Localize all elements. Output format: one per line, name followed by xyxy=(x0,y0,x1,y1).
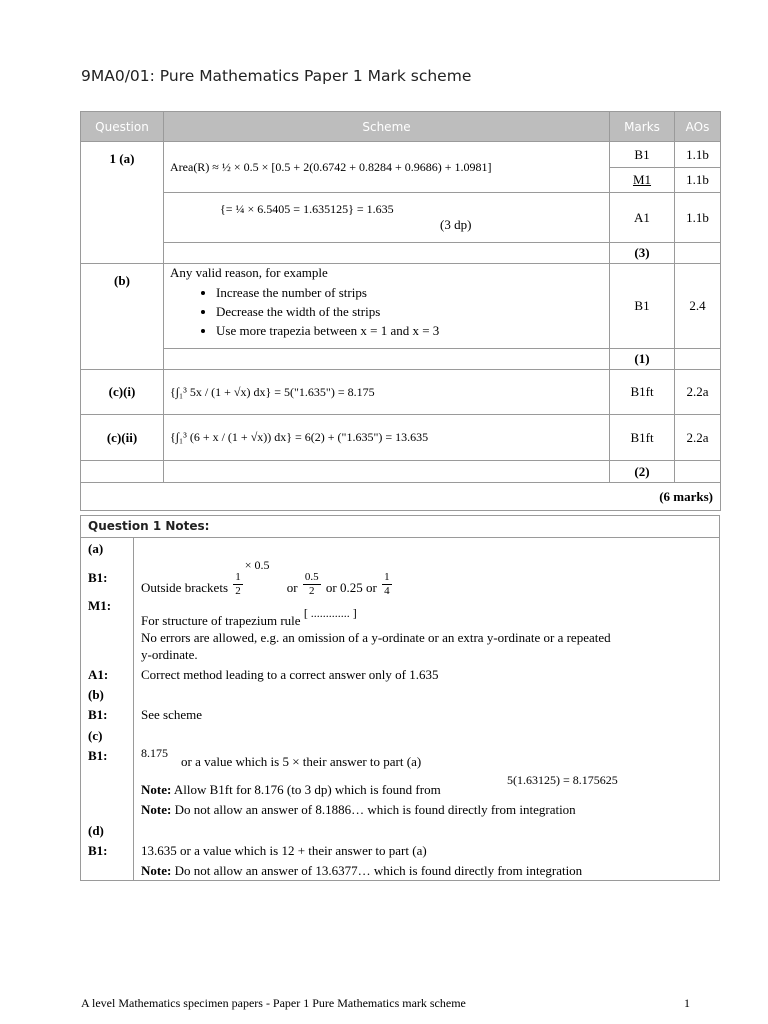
mark-1b: B1 xyxy=(610,264,675,349)
empty-cell xyxy=(675,243,721,264)
header-scheme: Scheme xyxy=(164,112,610,142)
mark-1a-a1: A1 xyxy=(610,193,675,243)
note-label-m1: M1: xyxy=(88,598,112,613)
total-1c: (2) xyxy=(610,461,675,483)
scheme-1b-intro: Any valid reason, for example xyxy=(170,265,328,280)
question-label-1ci: (c)(i) xyxy=(81,370,164,415)
mark-1ci: B1ft xyxy=(610,370,675,415)
question-label-1a: 1 (a) xyxy=(81,142,164,264)
note-a1-text: Correct method leading to a correct answer only of 1.635 xyxy=(141,667,439,682)
question-label-1b: (b) xyxy=(81,264,164,370)
empty-cell xyxy=(164,243,610,264)
note-m1-structure xyxy=(141,606,357,629)
note-c-note2-text: Do not allow an answer of 8.1886… which is found directly from integration xyxy=(174,802,576,817)
note-b1-outside: Outside brackets xyxy=(141,580,229,595)
fraction-numerator: 1 xyxy=(235,570,241,583)
note-db1-text: 13.635 or a value which is 12 + their answer to part (a) xyxy=(141,843,427,858)
header-question: Question xyxy=(81,112,164,142)
ao-1a-b1: 1.1b xyxy=(675,142,721,168)
note-c-note1 xyxy=(141,782,441,798)
scheme-1a-area: Area(R) ≈ ½ × 0.5 × [0.5 + 2(0.6742 + 0.8284 + 0.9686) + 1.0981] xyxy=(164,142,610,193)
fraction-denominator: 4 xyxy=(384,584,390,597)
scheme-1b-list xyxy=(170,283,609,340)
note-c-note2 xyxy=(141,802,576,818)
notes-body xyxy=(81,538,719,880)
note-label-cb1: B1: xyxy=(88,748,108,763)
note-cb1-text: or a value which is 5 × their answer to part (a) xyxy=(181,754,422,769)
header-aos: AOs xyxy=(675,112,721,142)
empty-cell xyxy=(164,349,610,370)
note-b1-times: × 0.5 xyxy=(244,558,270,572)
note-label-c: (c) xyxy=(88,728,103,743)
ao-1cii: 2.2a xyxy=(675,415,721,461)
note-d-note xyxy=(141,863,582,879)
note-c-note1-text: Allow B1ft for 8.176 (to 3 dp) which is found from xyxy=(173,782,441,797)
note-label-d: (d) xyxy=(88,823,104,838)
mark-1cii: B1ft xyxy=(610,415,675,461)
note-label-bb1: B1: xyxy=(88,707,108,722)
fraction-denominator: 2 xyxy=(309,584,315,597)
scheme-1a-dp: (3 dp) xyxy=(440,217,472,232)
ao-1a-a1: 1.1b xyxy=(675,193,721,243)
note-b1-or2: or 0.25 or xyxy=(325,580,377,595)
note-label-a1: A1: xyxy=(88,667,109,682)
fraction-half-width xyxy=(303,571,321,598)
ao-1a-m1: 1.1b xyxy=(675,168,721,193)
grand-total: (6 marks) xyxy=(81,483,721,511)
scheme-1b xyxy=(164,264,610,349)
empty-cell xyxy=(81,461,164,483)
note-m1-text2: No errors are allowed, e.g. an omission of a y-ordinate or an extra y-ordinate or a repeated xyxy=(141,630,611,645)
fraction-half xyxy=(233,571,243,598)
note-b1-or: or xyxy=(286,580,298,595)
note-bb1-text: See scheme xyxy=(141,707,203,722)
fraction-numerator: 0.5 xyxy=(304,570,319,583)
note-m1-text3: y-ordinate. xyxy=(141,647,198,662)
note-b1-text xyxy=(141,558,394,598)
ao-1ci: 2.2a xyxy=(675,370,721,415)
notes-divider xyxy=(133,538,134,880)
fraction-numerator: 1 xyxy=(384,570,390,583)
note-c-note1-expr: 5(1.63125) = 8.175625 xyxy=(507,773,618,787)
total-1a: (3) xyxy=(610,243,675,264)
notes-heading: Question 1 Notes: xyxy=(81,516,719,538)
total-1b: (1) xyxy=(610,349,675,370)
mark-1a-m1: M1 xyxy=(610,168,675,193)
scheme-1b-item: • Use more trapezia between x = 1 and x = 3 xyxy=(216,321,609,340)
scheme-1cii: {∫₁³ (6 + x / (1 + √x)) dx} = 6(2) + ("1.635") = 13.635 xyxy=(164,415,610,461)
page-footer: A level Mathematics specimen papers - Paper 1 Pure Mathematics mark scheme xyxy=(81,996,466,1010)
question-notes xyxy=(80,515,720,881)
question-label-1cii: (c)(ii) xyxy=(81,415,164,461)
note-m1-bracket: [ ............. ] xyxy=(303,606,357,620)
mark-scheme-table xyxy=(80,111,721,511)
mark-1a-b1: B1 xyxy=(610,142,675,168)
note-bold-label: Note: xyxy=(141,802,172,817)
fraction-quarter xyxy=(382,571,392,598)
note-label-b1: B1: xyxy=(88,570,108,585)
note-bold-label: Note: xyxy=(141,863,172,878)
fraction-denominator: 2 xyxy=(235,584,241,597)
page-title: 9MA0/01: Pure Mathematics Paper 1 Mark scheme xyxy=(81,67,472,85)
empty-cell xyxy=(675,349,721,370)
header-marks: Marks xyxy=(610,112,675,142)
page-number: 1 xyxy=(684,996,690,1010)
note-d-note-text: Do not allow an answer of 13.6377… which is found directly from integration xyxy=(174,863,583,878)
note-m1-text: For structure of trapezium rule xyxy=(141,613,301,628)
note-cb1-value: 8.175 xyxy=(141,746,168,760)
scheme-1a-answer xyxy=(164,193,610,243)
ao-1b: 2.4 xyxy=(675,264,721,349)
note-label-db1: B1: xyxy=(88,843,108,858)
scheme-1a-answer-expr: {= ¼ × 6.5405 = 1.635125} = 1.635 xyxy=(220,202,394,216)
scheme-1ci: {∫₁³ 5x / (1 + √x) dx} = 5("1.635") = 8.175 xyxy=(164,370,610,415)
scheme-1b-item: • Increase the number of strips xyxy=(216,283,609,302)
empty-cell xyxy=(675,461,721,483)
note-label-b: (b) xyxy=(88,687,104,702)
empty-cell xyxy=(164,461,610,483)
note-label-a: (a) xyxy=(88,541,104,556)
scheme-1b-item: • Decrease the width of the strips xyxy=(216,302,609,321)
note-bold-label: Note: xyxy=(141,782,172,797)
